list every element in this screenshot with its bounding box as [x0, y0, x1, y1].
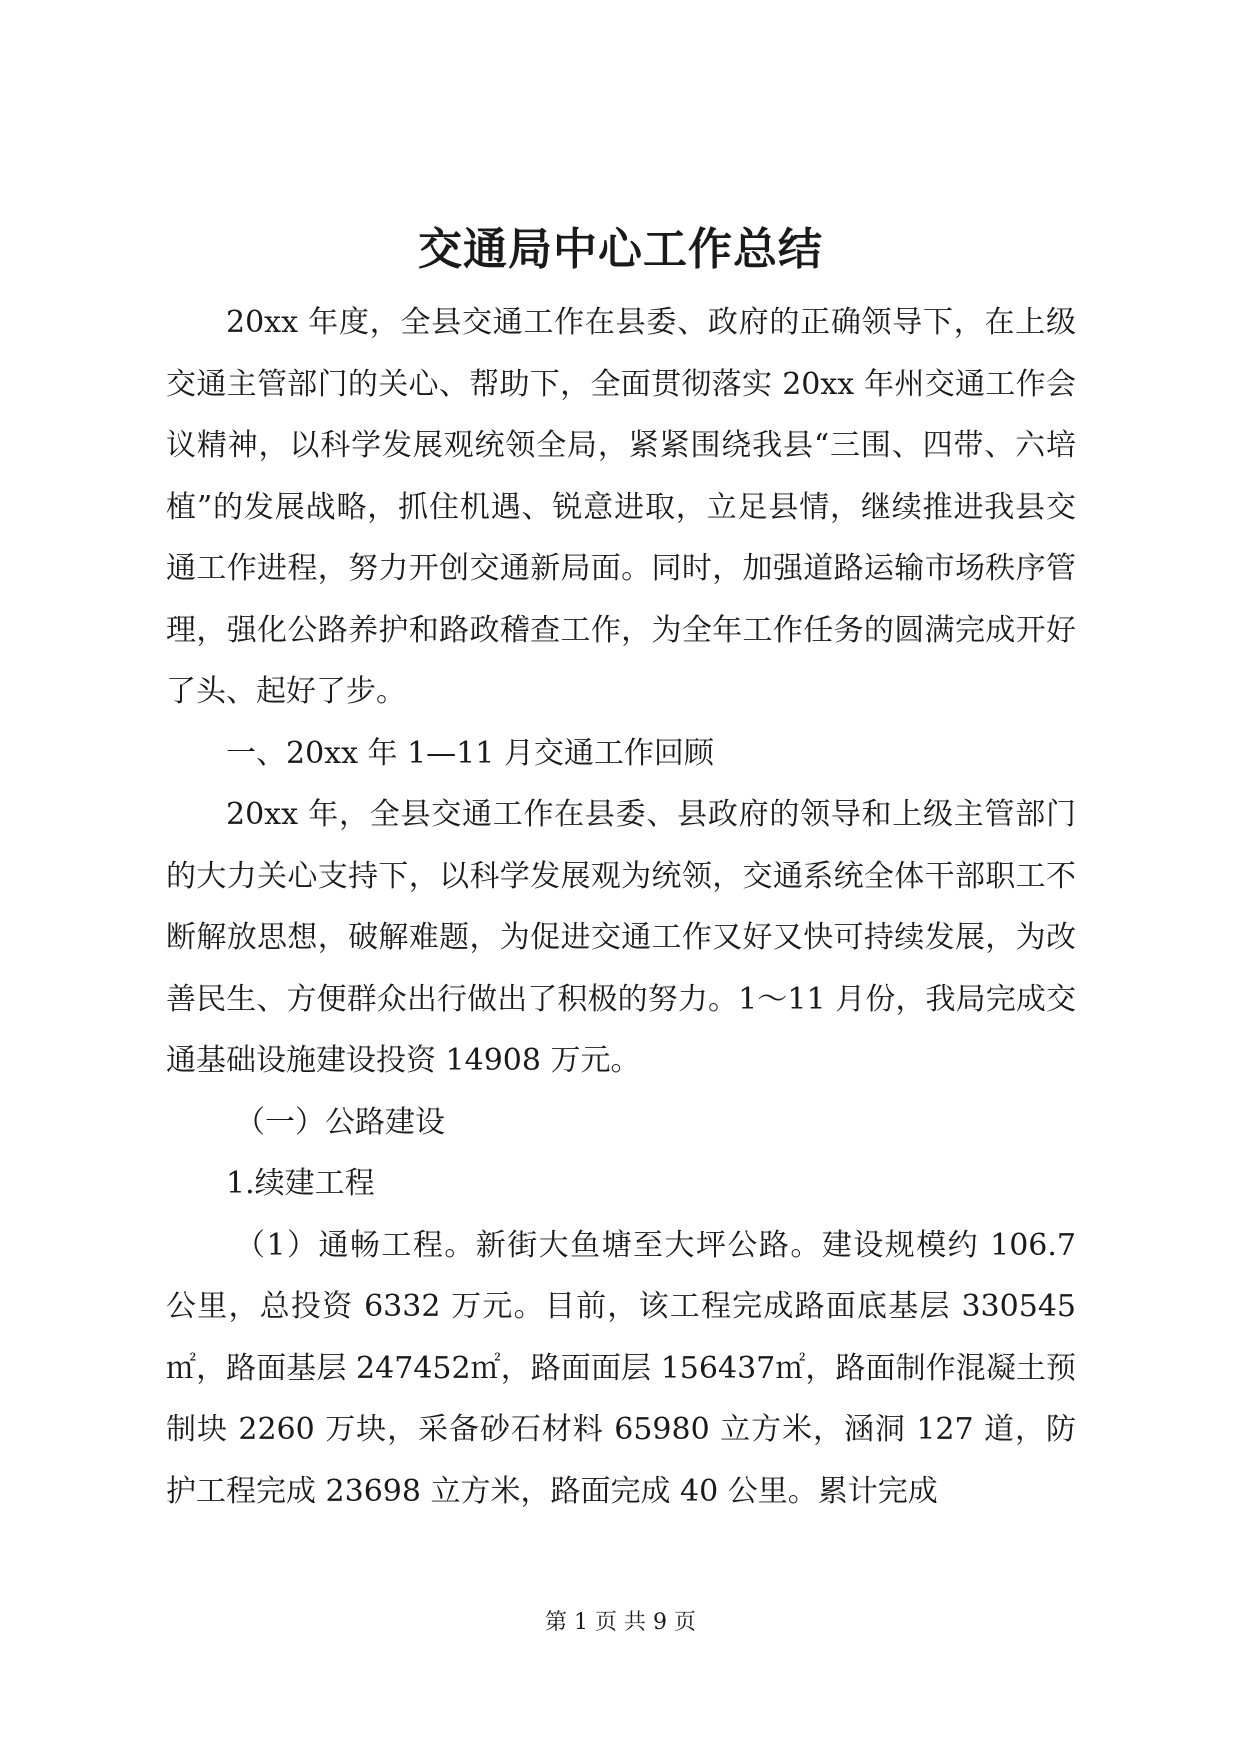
- page-number: 第 1 页: [545, 1610, 617, 1635]
- paragraph-access-project: （1）通畅工程。新街大鱼塘至大坪公路。建设规模约 106.7 公里，总投资 6332 万元。目前，该工程完成路面底基层 330545㎡，路面基层 247452㎡，路面面层 156437㎡，路面制作混凝土预制块 2260 万块，采备砂石材料 65980 立方米，涵洞 127 道，防护工程完成 23698 立方米，路面完成 40 公里。累计完成: [166, 1227, 1076, 1509]
- section-heading-review: 一、20xx 年 1—11 月交通工作回顾: [226, 735, 714, 771]
- document-title: 交通局中心工作总结: [418, 224, 823, 275]
- document-body: [166, 292, 1076, 1522]
- paragraph-intro: 20xx 年度，全县交通工作在县委、政府的正确领导下，在上级交通主管部门的关心、帮助下，全面贯彻落实 20xx 年州交通工作会议精神，以科学发展观统领全局，紧紧围绕我县“三围、四带、六培植”的发展战略，抓住机遇、锐意进取，立足县情，继续推进我县交通工作进程，努力开创交通新局面。同时，加强道路运输市场秩序管理，强化公路养护和路政稽查工作，为全年工作任务的圆满完成开好了头、起好了步。: [166, 305, 1076, 709]
- subsection-heading-continued-projects: 1.续建工程: [226, 1166, 375, 1201]
- page-total: 共 9 页: [624, 1610, 696, 1635]
- page-footer: [0, 1608, 1241, 1638]
- paragraph-review: 20xx 年，全县交通工作在县委、县政府的领导和上级主管部门的大力关心支持下，以科学发展观为统领，交通系统全体干部职工不断解放思想，破解难题，为促进交通工作又好又快可持续发展，为改善民生、方便群众出行做出了积极的努力。1～11 月份，我局完成交通基础设施建设投资 14908 万元。: [166, 797, 1076, 1078]
- subsection-heading-road-construction: （一）公路建设: [235, 1104, 445, 1140]
